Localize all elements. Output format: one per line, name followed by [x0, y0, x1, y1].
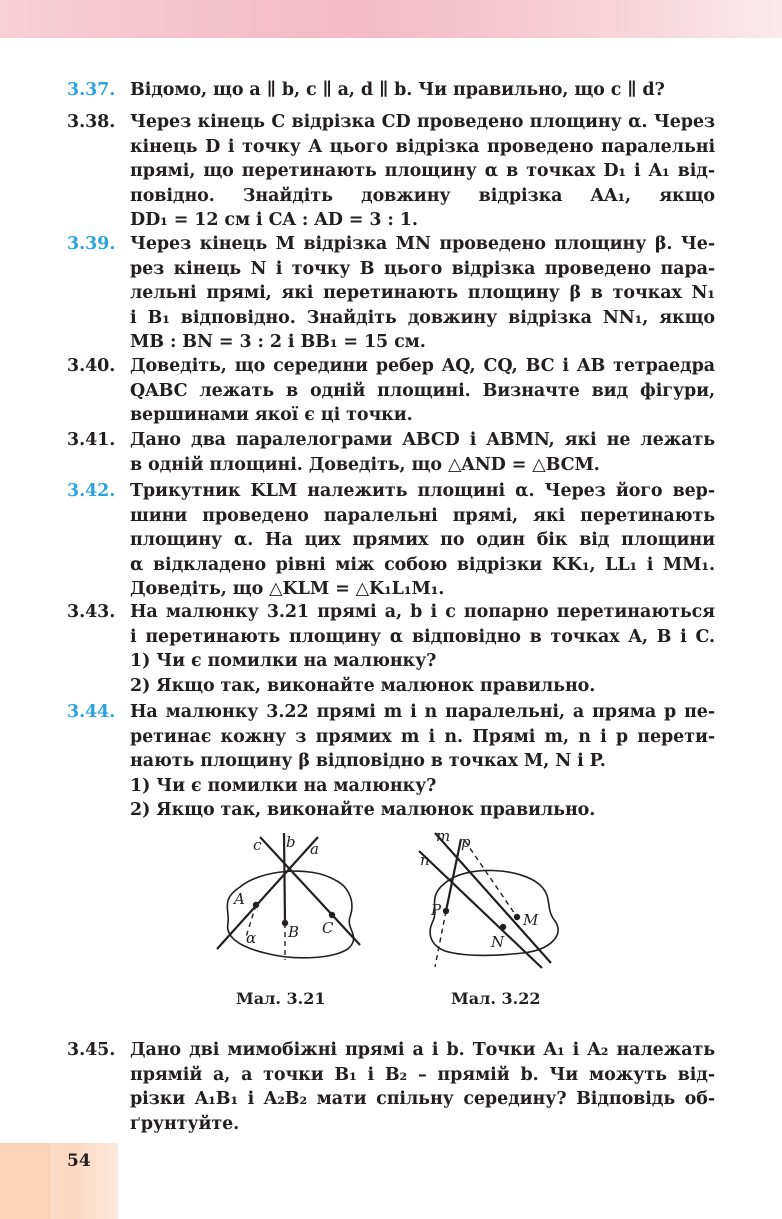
problem-line: і B₁ відповідно. Знайдіть довжину відрізка NN₁, якщо	[130, 307, 715, 328]
problem-line: Дано дві мимобіжні прямі a і b. Точки A₁ і A₂ належать	[130, 1040, 715, 1060]
top-decorative-band	[0, 0, 782, 38]
problem-text	[130, 232, 715, 355]
problem-text	[130, 479, 715, 602]
problem-text	[130, 600, 715, 698]
problem-line: α відкладено рівні між собою відрізки KK₁, LL₁ і MM₁.	[130, 554, 715, 575]
problem-3-44	[67, 700, 715, 823]
problem-text	[130, 428, 715, 477]
problem-line: рез кінець N і точку B цього відрізка проведено пара-	[130, 258, 715, 279]
figure-3-21	[217, 833, 360, 960]
problem-3-45	[67, 1038, 715, 1136]
problem-line: в одній площині. Доведіть, що △AND = △BCM.	[130, 454, 600, 475]
problem-line: ретинає кожну з прямих m і n. Прямі m, n і p перети-	[130, 726, 715, 747]
label-p: p	[461, 833, 471, 851]
problem-line: Через кінець C відрізка CD проведено площину α. Через	[130, 112, 715, 132]
label-C: C	[322, 919, 334, 937]
label-P: P	[431, 901, 442, 919]
problem-number: 3.41.	[67, 430, 116, 450]
problem-line: різки A₁B₁ і A₂B₂ мати спільну середину? Відповідь об-	[130, 1089, 715, 1110]
problem-number: 3.38.	[67, 112, 116, 132]
problem-number: 3.44.	[67, 702, 116, 722]
problem-3-37	[67, 78, 715, 103]
point-N	[500, 924, 506, 930]
problem-line: 1) Чи є помилки на малюнку?	[130, 775, 437, 796]
label-c: c	[253, 836, 262, 854]
label-M: M	[523, 911, 539, 929]
problem-number: 3.42.	[67, 481, 116, 501]
problem-number: 3.45.	[67, 1040, 116, 1060]
problem-number: 3.39.	[67, 234, 116, 254]
problem-text	[130, 110, 715, 233]
problem-number: 3.37.	[67, 80, 116, 100]
problem-number: 3.43.	[67, 602, 116, 622]
problem-line: нають площину β відповідно в точках M, N і P.	[130, 751, 606, 772]
problem-line: прямій a, а точки B₁ і B₂ – прямій b. Чи можуть від-	[130, 1064, 715, 1085]
problem-line: MB : BN = 3 : 2 і BB₁ = 15 см.	[130, 332, 426, 353]
problem-line: прямі, що перетинають площину α в точках D₁ і A₁ від-	[130, 161, 715, 182]
problem-line: Відомо, що a ∥ b, c ∥ a, d ∥ b. Чи правильно, що c ∥ d?	[130, 80, 665, 100]
problem-line: ґрунтуйте.	[130, 1113, 240, 1134]
figure-caption-3-22: Мал. 3.22	[451, 989, 541, 1008]
point-M	[514, 914, 520, 920]
problem-line: площину α. На цих прямих по один бік від площини	[130, 530, 715, 551]
problem-line: DD₁ = 12 см і CA : AD = 3 : 1.	[130, 210, 418, 231]
problem-3-38	[67, 110, 715, 233]
problem-3-39	[67, 232, 715, 355]
problem-line: 1) Чи є помилки на малюнку?	[130, 651, 437, 672]
line-b	[284, 833, 285, 923]
problem-number: 3.40.	[67, 356, 116, 376]
problem-3-41	[67, 428, 715, 477]
label-b: b	[286, 833, 296, 851]
problem-line: кінець D і точку A цього відрізка проведено паралельні	[130, 136, 715, 157]
problem-line: Дано два паралелограми ABCD і ABMN, які не лежать	[130, 430, 715, 450]
label-m: m	[436, 827, 451, 845]
problem-text	[130, 700, 715, 823]
problem-line: На малюнку 3.22 прямі m і n паралельні, а пряма p пе-	[130, 702, 715, 722]
problem-3-40	[67, 354, 715, 428]
figure-caption-3-21: Мал. 3.21	[236, 989, 326, 1008]
problem-text	[130, 354, 715, 428]
problem-3-43	[67, 600, 715, 698]
line-p-hidden	[435, 911, 446, 967]
figures-svg	[200, 825, 580, 995]
problem-line: Трикутник KLM належить площині α. Через його вер-	[130, 481, 715, 501]
problem-line: 2) Якщо так, виконайте малюнок правильно.	[130, 800, 596, 821]
point-A	[253, 902, 259, 908]
problem-text	[130, 78, 715, 103]
label-n: n	[420, 851, 430, 869]
label-A: A	[234, 890, 245, 908]
point-P	[443, 908, 449, 914]
label-a: a	[310, 840, 319, 858]
problem-line: шини проведено паралельні прямі, які перетинають	[130, 505, 715, 526]
problem-3-42	[67, 479, 715, 602]
page-corner-decoration-left	[0, 1143, 50, 1219]
problem-line: лельні прямі, які перетинають площину β в точках N₁	[130, 283, 715, 304]
problem-line: повідно. Знайдіть довжину відрізка AA₁, якщо	[130, 185, 715, 206]
segment-dashed	[465, 841, 517, 917]
problem-line: На малюнку 3.21 прямі a, b і c попарно перетинаються	[130, 602, 715, 622]
point-C	[329, 912, 335, 918]
problem-line: і перетинають площину α відповідно в точках A, B і C.	[130, 626, 715, 647]
problem-line: QABC лежать в одній площині. Визначте вид фігури,	[130, 380, 715, 401]
problem-line: Доведіть, що середини ребер AQ, CQ, BC і AB тетраедра	[130, 356, 715, 376]
label-B: B	[288, 923, 300, 941]
problem-line: вершинами якої є ці точки.	[130, 405, 413, 426]
label-N: N	[491, 933, 505, 951]
problem-text	[130, 1038, 715, 1136]
problem-line: Доведіть, що △KLM = △K₁L₁M₁.	[130, 579, 445, 600]
label-alpha: α	[246, 929, 257, 947]
figure-3-22	[419, 827, 558, 968]
problem-line: Через кінець M відрізка MN проведено площину β. Че-	[130, 234, 715, 254]
problem-line: 2) Якщо так, виконайте малюнок правильно.	[130, 675, 596, 696]
page-number: 54	[67, 1151, 91, 1171]
